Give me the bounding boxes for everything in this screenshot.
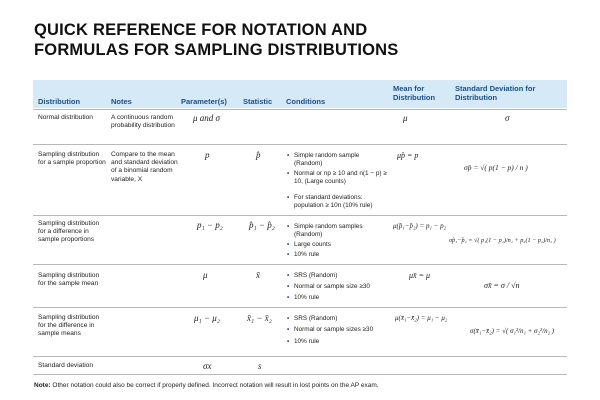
row-mean: μ: [403, 113, 408, 123]
row-divider: [33, 264, 567, 265]
condition-item: • Normal or np ≥ 10 and n(1 − p) ≥ 10, (Large counts): [287, 170, 387, 185]
header-parameters: Parameter(s): [181, 97, 227, 106]
row-distribution: Sampling distribution for a difference in sample proportions: [38, 220, 100, 244]
row-mean: μp̂ = p: [397, 151, 419, 160]
row-statistic: p̂₁ − p̂₂: [249, 220, 275, 230]
row-divider: [33, 109, 567, 110]
bullet-icon: •: [287, 194, 290, 201]
bullet-icon: •: [287, 283, 290, 290]
row-distribution: Sampling distribution for the sample mean: [38, 272, 100, 288]
note-text: Other notation could also be correct if properly defined. Incorrect notation will result in lost points on the AP exam.: [52, 382, 379, 389]
row-divider: [33, 307, 567, 308]
row-mean: μ(p̂₁−p̂₂) = p₁ − p₂: [393, 222, 447, 230]
condition-item: • 10% rule: [287, 338, 320, 345]
bullet-icon: •: [287, 326, 290, 333]
row-sd: σ(x̄₁−x̄₂) = √( σ₁²/n₁ + σ₂²/n₂ ): [470, 327, 555, 335]
condition-item: • Simple random sample (Random): [287, 152, 360, 167]
footer-note: [34, 382, 379, 389]
condition-item: • 10% rule: [287, 251, 320, 258]
header-statistic: Statistic: [243, 97, 273, 106]
condition-item: • 10% rule: [287, 294, 320, 301]
row-sd: σp̂₁−p̂₂ = √( p₁(1 − p₁)/n₁ + p₂(1 − p₂)/n₂ ): [449, 237, 556, 244]
header-distribution: Distribution: [38, 97, 81, 106]
row-distribution: Normal distribution: [38, 114, 93, 121]
condition-item: • SRS (Random): [287, 315, 338, 322]
condition-item: • Normal or sample size ≥30: [287, 283, 370, 290]
row-parameters: p: [205, 150, 210, 160]
header-sd: Standard Deviation for Distribution: [455, 84, 536, 102]
row-distribution: Standard deviation: [38, 362, 93, 369]
title-line-2: FORMULAS FOR SAMPLING DISTRIBUTIONS: [34, 41, 399, 59]
row-distribution: Sampling distribution for the difference in sample means: [38, 314, 100, 338]
row-statistic: x̄: [256, 270, 260, 280]
row-parameters: p₁ − p₂: [197, 220, 223, 230]
row-statistic: s: [258, 361, 262, 371]
row-statistic: x̄₁ − x̄₂: [247, 313, 272, 323]
row-statistic: p̂: [256, 150, 261, 160]
condition-item: • For standard deviations: population ≥ 10n (10% rule): [287, 194, 373, 209]
condition-item: • Normal or sample sizes ≥30: [287, 326, 374, 333]
page-title: [34, 20, 574, 60]
bullet-icon: •: [287, 152, 290, 159]
row-sd: σ: [505, 113, 510, 123]
bullet-icon: •: [287, 223, 290, 230]
bullet-icon: •: [287, 294, 290, 301]
row-notes: A continuous random probability distribution: [111, 114, 175, 130]
row-divider: [33, 215, 567, 216]
row-distribution: Sampling distribution for a sample proportion: [38, 151, 106, 167]
row-mean: μx̄ = μ: [409, 271, 430, 280]
row-sd: σp̂ = √( p(1 − p) / n ): [464, 163, 528, 172]
bullet-icon: •: [287, 251, 290, 258]
header-notes: Notes: [111, 97, 132, 106]
condition-item: • SRS (Random): [287, 272, 338, 279]
condition-item: • Simple random samples (Random): [287, 223, 363, 238]
row-parameters: μ: [203, 270, 208, 280]
bullet-icon: •: [287, 272, 290, 279]
row-parameters: μ and σ: [193, 113, 220, 123]
bullet-icon: •: [287, 241, 290, 248]
row-notes: Compare to the mean and standard deviation of a binomial random variable, X: [111, 151, 178, 183]
row-parameters: μ₁ − μ₂: [194, 313, 220, 323]
header-mean: Mean for Distribution: [393, 84, 436, 102]
row-mean: μ(x̄₁−x̄₂) = μ₁ − μ₂: [395, 314, 448, 322]
note-label: Note:: [34, 382, 51, 389]
row-divider: [33, 374, 567, 375]
bullet-icon: •: [287, 170, 290, 177]
bullet-icon: •: [287, 338, 290, 345]
title-line-1: QUICK REFERENCE FOR NOTATION AND: [34, 21, 368, 39]
bullet-icon: •: [287, 315, 290, 322]
row-sd: σx̄ = σ / √n: [484, 281, 520, 290]
row-divider: [33, 144, 567, 145]
row-divider: [33, 356, 567, 357]
row-parameters: σx: [203, 361, 212, 371]
condition-item: • Large counts: [287, 241, 331, 248]
header-conditions: Conditions: [286, 97, 326, 106]
